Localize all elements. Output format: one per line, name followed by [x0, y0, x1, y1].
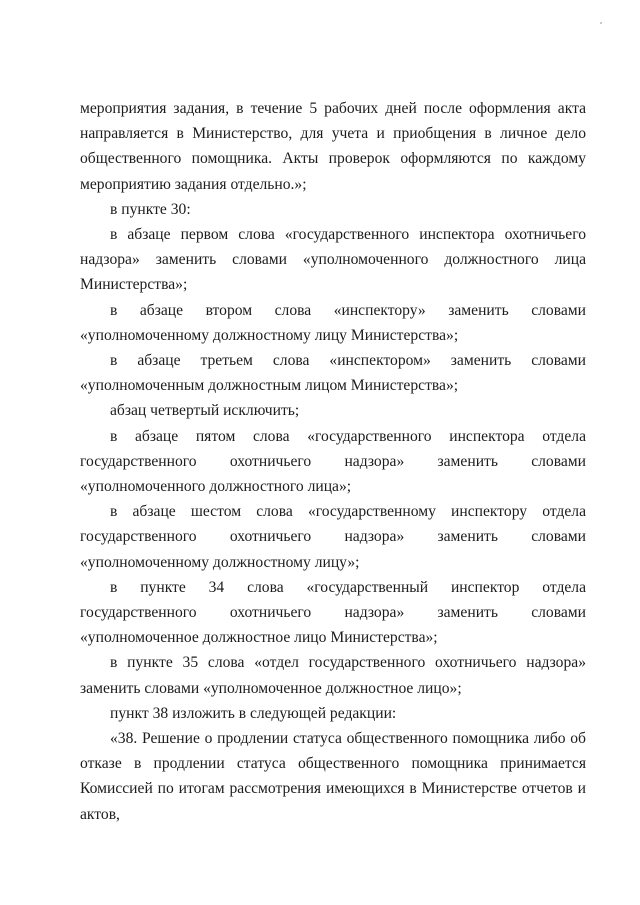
document-text — [80, 96, 586, 827]
paragraph-item-30-abz3: в абзаце третьем слова «инспектором» заменить словами «уполномоченным должностным лицом Министерства»; — [80, 352, 586, 395]
paragraph-item-30-abz4: абзац четвертый исключить; — [110, 402, 300, 420]
paragraph-continuation: мероприятия задания, в течение 5 рабочих дней после оформления акта направляется в Министерство, для учета и приобщения в личное дело общественного помощника. Акты проверок оформляются по каждому мероприятию задания отдельно.»; — [80, 100, 586, 193]
paragraph-item-30-abz2: в абзаце втором слова «инспектору» заменить словами «уполномоченному должностному лицу Министерства»; — [80, 301, 586, 344]
paragraph-item-34: в пункте 34 слова «государственный инспектор отдела государственного охотничьего надзора» заменить словами «уполномоченное должностное лицо Министерства»; — [80, 578, 586, 647]
paragraph-item-35: в пункте 35 слова «отдел государственного охотничьего надзора» заменить словами «уполномоченное должностное лицо»; — [80, 654, 586, 697]
scan-speck — [600, 22, 602, 24]
paragraph-item-30-abz5: в абзаце пятом слова «государственного инспектора отдела государственного охотничьего надзора» заменить словами «уполномоченного должностного лица»; — [80, 427, 586, 496]
paragraph-item-30: в пункте 30: — [110, 200, 191, 218]
paragraph-item-38-intro: пункт 38 изложить в следующей редакции: — [110, 704, 397, 722]
paragraph-item-30-abz1: в абзаце первом слова «государственного инспектора охотничьего надзора» заменить словами «уполномоченного должностного лица Министерства»; — [80, 226, 586, 294]
paragraph-item-30-abz6: в абзаце шестом слова «государственному инспектору отдела государственного охотничьего надзора» заменить словами «уполномоченному должностному лицу»; — [80, 503, 586, 571]
paragraph-item-38-text: «38. Решение о продлении статуса общественного помощника либо об отказе в продлении статуса общественного помощника принимается Комиссией по итогам рассмотрения имеющихся в Министерстве отчетов и актов, — [80, 730, 586, 823]
